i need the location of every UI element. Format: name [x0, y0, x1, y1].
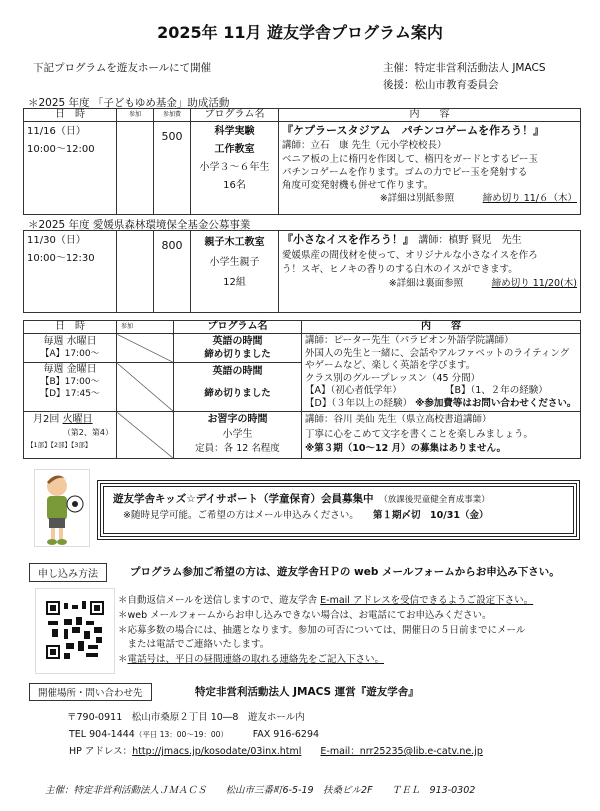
- wed-status: 締め切りました: [204, 349, 271, 360]
- header-program: プログラム名: [191, 109, 279, 122]
- event1-fee: 500: [154, 122, 191, 215]
- event2-time: 10:00～12:30: [27, 253, 95, 264]
- calligraphy-teacher: 講師：谷川 美仙 先生（県立高校書道講師）: [305, 414, 492, 425]
- event2-target: 小学生親子: [209, 257, 260, 268]
- contact-label: 開催場所・問い合わせ先: [29, 683, 152, 701]
- english-fee-note: ※参加費等はお問い合わせください。: [415, 397, 577, 409]
- english-desc-1: 外国人の先生と一緒に、会話やアルファベットのライティング: [305, 347, 570, 359]
- calligraphy-note: ※第３期（10～12 月）の募集はありません。: [305, 443, 507, 454]
- apply-bullet-4-mark: ＊: [118, 654, 128, 665]
- fri-time-d: 【D】17:45～: [40, 389, 100, 400]
- english-teacher: 講師：ピーター先生（パラビオン外語学院講師）: [305, 335, 514, 346]
- kids-note: ※随時見学可能。ご希望の方はメール申込みください。: [123, 510, 355, 521]
- tue-day: 火曜日: [62, 414, 93, 425]
- event-table-1: [23, 108, 581, 215]
- event2-deadline: 締め切り 11/20(木): [491, 278, 577, 289]
- tue-freq: 月2回: [33, 414, 60, 425]
- event2-capacity: 12組: [223, 277, 246, 288]
- event1-desc-3: 角度可変発射機も併せて作ります。: [282, 180, 434, 191]
- footer: 主催：特定非営利活動法人ＪＭＡＣＳ 松山市三番町6-5-19 扶桑ビル2F ＴＥＬ 913-0302: [45, 785, 476, 796]
- apply-label: 申し込み方法: [29, 563, 107, 582]
- event1-desc-1: ベニア板の上に楕円を作図して、楕円をガードとするビー玉: [282, 154, 538, 165]
- event2-program: 親子木工教室: [204, 237, 265, 248]
- fri-day: 毎週 金曜日: [43, 364, 97, 376]
- wed-join-na: [117, 334, 174, 363]
- event2-desc-1: 愛媛県産の間伐材を使って、オリジナルな小さなイスを作ろ: [282, 250, 538, 261]
- english-lesson: クラス別のグループレッスン（45 分間）: [305, 372, 481, 384]
- event1-date: 11/16（日）: [27, 126, 86, 137]
- venue-note: 下記プログラムを遊友ホールにて開催: [33, 62, 212, 74]
- event1-program: 科学実験: [214, 126, 255, 137]
- event1-target: 小学３～６年生: [199, 162, 270, 173]
- hp-link[interactable]: http://jmacs.jp/kosodate/03inx.html: [132, 746, 302, 757]
- header-program: プログラム名: [174, 321, 302, 334]
- event2-note: ※詳細は裏面参照: [388, 278, 464, 289]
- header-content: 内 容: [279, 109, 581, 122]
- event2-title: 『小さなイスを作ろう！』: [282, 233, 409, 246]
- event1-title: 『ケプラースタジアム パチンコゲームを作ろう！』: [282, 124, 545, 137]
- event1-time: 10:00～12:00: [27, 144, 95, 155]
- tue-target: 小学生: [222, 428, 253, 440]
- fri-join-na: [117, 363, 174, 412]
- event1-teacher: 講師：立石 康 先生（元小学校校長）: [282, 140, 447, 151]
- apply-bullet-1: ＊自動返信メールを送信しますので、遊友学舎: [118, 595, 321, 606]
- event2-join: [117, 231, 154, 313]
- kids-subtitle: （放課後児童健全育成事業）: [383, 495, 490, 505]
- tue-capacity: 定員：各 12 名程度: [195, 443, 280, 454]
- tue-join-na: [117, 412, 174, 459]
- event2-fee: 800: [154, 231, 191, 313]
- english-desc-2: やゲームなど、楽しく英語を学びます。: [305, 360, 476, 371]
- header-datetime: 日 時: [24, 109, 117, 122]
- event1-deadline: 締め切り 11/６（木）: [482, 193, 577, 204]
- apply-bullet-3-cont: または電話でご連絡いたします。: [118, 639, 270, 650]
- contact-org: 特定非営利活動法人 JMACS 運営『遊友学舎』: [195, 686, 419, 698]
- class-a: 【A】（初心者低学年）: [305, 385, 402, 396]
- sponsor: 後援：松山市教育委員会: [383, 79, 499, 91]
- page-title: 2025年 11月 遊友学舎プログラム案内: [157, 23, 443, 42]
- event1-note: ※詳細は別紙参照: [379, 193, 455, 204]
- tue-parts: 【1部】【2部】【3部】: [27, 441, 92, 449]
- event2-date: 11/30（日）: [27, 235, 86, 246]
- event1-desc-2: パチンコゲームを作ります。ゴムの力でビー玉を発射する: [282, 167, 528, 178]
- apply-bullet-2: ＊web メールフォームからお申し込みできない場合は、お電話にてお申込みください。: [118, 610, 492, 621]
- event-table-2: [23, 230, 581, 313]
- tue-program: お習字の時間: [207, 414, 268, 425]
- fri-program: 英語の時間: [212, 366, 263, 378]
- apply-text: プログラム参加ご希望の方は、遊友学舎ＨＰの web メールフォームからお申込み下さい。: [130, 566, 560, 578]
- contact-tel: TEL 904-1444: [69, 729, 135, 740]
- organizer: 主催：特定非営利活動法人 JMACS: [383, 62, 546, 74]
- section1-label: ＊2025 年度 「子どもゆめ基金」助成活動: [28, 97, 230, 109]
- regular-table: [23, 320, 581, 459]
- apply-bullet-3: ＊応募多数の場合には、抽選となります。参加の可否については、開催日の５日前までにメール: [118, 625, 526, 636]
- section2-label: ＊2025 年度 愛媛県森林環境保全基金公募事業: [28, 219, 251, 231]
- kids-title: 遊友学舎キッズ☆デイサポート（学童保育）会員募集中: [113, 493, 374, 505]
- wed-day: 毎週 水曜日: [43, 336, 97, 347]
- event1-program-sub: 工作教室: [214, 144, 255, 155]
- header-join: 参加: [117, 109, 154, 122]
- apply-bullet-1-email: E-mail アドレスを受信できるようご設定下さい。: [320, 595, 534, 606]
- header-join: 参加: [117, 321, 174, 334]
- class-d: 【D】（３年以上の経験）: [305, 397, 413, 409]
- event2-teacher: 講師：槙野 賢児 先生: [418, 235, 522, 246]
- tue-weeks: （第2、第4）: [62, 428, 113, 437]
- apply-bullet-4: 電話号は、平日の昼間連絡の取れる連絡先をご記入下さい。: [127, 654, 385, 665]
- kid-soccer-illustration: [34, 469, 90, 547]
- wed-program: 英語の時間: [212, 336, 263, 347]
- calligraphy-desc: 丁寧に心をこめて文字を書くことを楽しみましょう。: [305, 428, 534, 440]
- class-b: 【B】（1、２年の経験）: [445, 385, 548, 396]
- kids-deadline: 第１期〆切 10/31（金）: [373, 510, 489, 521]
- header-content: 内 容: [302, 321, 581, 334]
- event1-capacity: 16名: [223, 180, 246, 191]
- qr-code[interactable]: [35, 588, 115, 674]
- wed-time: 【A】17:00～: [40, 349, 100, 359]
- contact-fax: FAX 916-6294: [252, 729, 320, 740]
- header-fee: 参加費: [154, 109, 191, 122]
- fri-time-b: 【B】17:00～: [40, 377, 100, 388]
- kids-day-support-box: [97, 480, 580, 540]
- event1-join: [117, 122, 154, 215]
- hp-label: HP アドレス：: [69, 746, 133, 757]
- contact-address: 〒790-0911 松山市桑原２丁目 10―8 遊友ホール内: [67, 712, 305, 723]
- contact-tel-hours: （平日 13：00～19：00）: [134, 730, 225, 739]
- header-datetime: 日 時: [24, 321, 117, 334]
- fri-status: 締め切りました: [204, 388, 271, 400]
- event2-desc-2: う！スギ、ヒノキの香りのする白木のイスができます。: [282, 264, 518, 275]
- email-link[interactable]: E-mail：nrr25235@lib.e-catv.ne.jp: [320, 746, 483, 757]
